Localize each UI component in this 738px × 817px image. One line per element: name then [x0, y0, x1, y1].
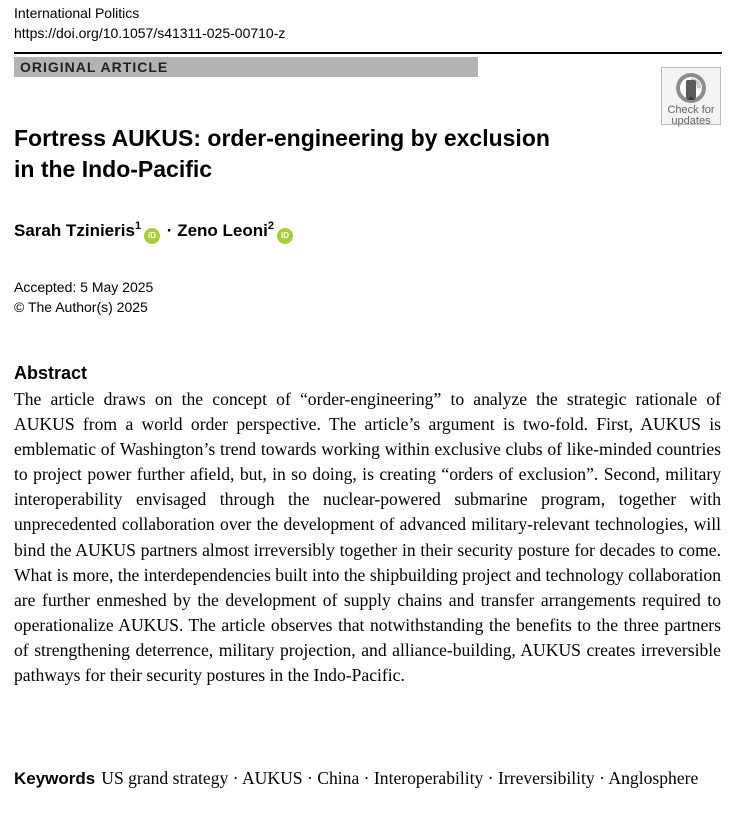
keywords-list: US grand strategy · AUKUS · China · Interoperability · Irreversibility · Anglosphere [101, 768, 699, 788]
check-for-updates-icon [674, 71, 708, 105]
accepted-date: Accepted: 5 May 2025 [14, 279, 154, 295]
keywords-label: Keywords [14, 769, 96, 788]
author-name[interactable]: Sarah Tzinieris [14, 221, 135, 240]
affiliation-marker: 1 [134, 220, 142, 232]
author-separator: · [166, 221, 173, 240]
check-for-updates-badge[interactable] [661, 67, 721, 125]
abstract-text: The article draws on the concept of “order-engineering” to analyze the strategic rationale of AUKUS from a world order perspective. The article’s argument is two-fold. First, AUKUS is emblematic of Washington’s trend towards working within exclusive clubs of like-minded countries to project power further afield, but, in so doing, is creating “orders of exclusion”. Second, military interoperability envisaged through the nuclear-powered submarine program, together with unprecedented collaboration over the development of advanced military-relevant technologies, will bind the AUKUS partners almost irreversibly together in their security posture for decades to come. What is more, the interdependencies built into the shipbuilding project and technology collaboration are further enmeshed by the development of supply chains and transfer arrangements required to operationalize AUKUS. The article observes that notwithstanding the benefits to the three partners of strengthening deterrence, military projection, and alliance-building, AUKUS creates irreversible pathways for their security postures in the Indo-Pacific. [14, 389, 721, 686]
doi-link[interactable]: https://doi.org/10.1057/s41311-025-00710-z [14, 25, 286, 41]
header-rule [14, 52, 722, 54]
article-title: Fortress AUKUS: order-engineering by exclusion in the Indo-Pacific [14, 125, 550, 182]
article-type-bar [14, 57, 478, 77]
article-type-label: ORIGINAL ARTICLE [20, 59, 169, 75]
author-name[interactable]: Zeno Leoni [177, 221, 268, 240]
check-for-updates-label: Check for updates [667, 104, 715, 127]
orcid-icon[interactable]: iD [277, 228, 293, 244]
abstract-heading: Abstract [14, 363, 88, 383]
keywords-line [14, 765, 721, 792]
affiliation-marker: 2 [267, 220, 274, 232]
orcid-icon[interactable]: iD [144, 228, 160, 244]
author-list [14, 219, 295, 244]
copyright-notice: © The Author(s) 2025 [14, 299, 148, 315]
journal-name: International Politics [14, 5, 140, 21]
